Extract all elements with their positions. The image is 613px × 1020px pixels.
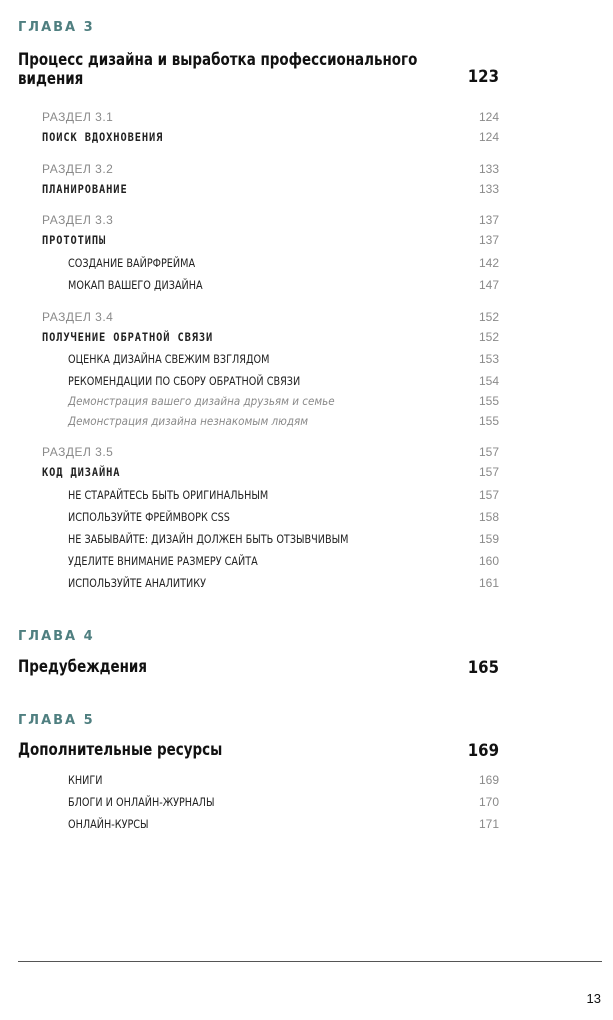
entry-page: 157 — [478, 445, 499, 459]
toc-entry-feedback[interactable] — [0, 330, 613, 348]
entry-page: 159 — [478, 532, 499, 546]
toc-entry-section-3-4[interactable] — [0, 310, 613, 328]
toc-entry-section-3-1[interactable] — [0, 110, 613, 128]
toc-entry-demo-strangers[interactable] — [0, 414, 613, 432]
entry-text: РАЗДЕЛ 3.2 — [42, 162, 114, 176]
entry-text: ПОЛУЧЕНИЕ ОБРАТНОЙ СВЯЗИ — [42, 330, 214, 344]
entry-text: ПРОТОТИПЫ — [42, 233, 107, 247]
chapter-4-title[interactable]: Предубеждения — [18, 657, 147, 677]
chapter-4-label: ГЛАВА 4 — [18, 629, 95, 644]
entry-text: ОЦЕНКА ДИЗАЙНА СВЕЖИМ ВЗГЛЯДОМ — [68, 352, 270, 366]
entry-page: 147 — [478, 278, 499, 292]
toc-entry-books[interactable] — [0, 773, 613, 791]
entry-page: 137 — [478, 213, 499, 227]
entry-page: 153 — [478, 352, 499, 366]
entry-text: КОД ДИЗАЙНА — [42, 465, 121, 479]
toc-entry-responsive[interactable] — [0, 532, 613, 550]
chapter-3-label: ГЛАВА 3 — [18, 20, 95, 35]
chapter-3-title[interactable]: Процесс дизайна и выработка профессионального видения — [18, 50, 418, 89]
chapter-5-page[interactable]: 169 — [467, 741, 499, 761]
entry-page: 152 — [478, 310, 499, 324]
toc-entry-site-size[interactable] — [0, 554, 613, 572]
entry-page: 161 — [478, 576, 499, 590]
toc-entry-not-original[interactable] — [0, 488, 613, 506]
entry-page: 154 — [478, 374, 499, 388]
toc-entry-prototypes[interactable] — [0, 233, 613, 251]
entry-text: ОНЛАЙН-КУРСЫ — [68, 817, 149, 831]
entry-text: РАЗДЕЛ 3.1 — [42, 110, 114, 124]
entry-page: 169 — [478, 773, 499, 787]
toc-entry-search-inspiration[interactable] — [0, 130, 613, 148]
toc-entry-section-3-5[interactable] — [0, 445, 613, 463]
entry-text: РАЗДЕЛ 3.5 — [42, 445, 114, 459]
toc-entry-blogs[interactable] — [0, 795, 613, 813]
entry-text: УДЕЛИТЕ ВНИМАНИЕ РАЗМЕРУ САЙТА — [68, 554, 258, 568]
footer-divider — [18, 961, 602, 962]
entry-text: РАЗДЕЛ 3.3 — [42, 213, 114, 227]
entry-page: 142 — [478, 256, 499, 270]
chapter-4-page[interactable]: 165 — [467, 658, 499, 678]
entry-text: МОКАП ВАШЕГО ДИЗАЙНА — [68, 278, 203, 292]
entry-page: 155 — [478, 414, 499, 428]
chapter-3-page[interactable]: 123 — [467, 67, 499, 87]
entry-page: 137 — [478, 233, 499, 247]
entry-page: 124 — [478, 110, 499, 124]
entry-text: Демонстрация дизайна незнакомым людям — [68, 414, 309, 428]
entry-text: ПОИСК ВДОХНОВЕНИЯ — [42, 130, 164, 144]
entry-text: РАЗДЕЛ 3.4 — [42, 310, 114, 324]
toc-entry-courses[interactable] — [0, 817, 613, 835]
toc-entry-analytics[interactable] — [0, 576, 613, 594]
entry-page: 157 — [478, 465, 499, 479]
entry-text: РЕКОМЕНДАЦИИ ПО СБОРУ ОБРАТНОЙ СВЯЗИ — [68, 374, 301, 388]
entry-text: НЕ СТАРАЙТЕСЬ БЫТЬ ОРИГИНАЛЬНЫМ — [68, 488, 269, 502]
toc-entry-mockup[interactable] — [0, 278, 613, 296]
chapter-5-label: ГЛАВА 5 — [18, 713, 95, 728]
toc-entry-feedback-tips[interactable] — [0, 374, 613, 392]
toc-entry-demo-friends[interactable] — [0, 394, 613, 412]
entry-page: 157 — [478, 488, 499, 502]
entry-page: 170 — [478, 795, 499, 809]
entry-page: 124 — [478, 130, 499, 144]
toc-entry-design-code[interactable] — [0, 465, 613, 483]
toc-entry-fresh-look[interactable] — [0, 352, 613, 370]
toc-entry-css-framework[interactable] — [0, 510, 613, 528]
entry-page: 171 — [478, 817, 499, 831]
toc-entry-planning[interactable] — [0, 182, 613, 200]
entry-page: 133 — [478, 182, 499, 196]
entry-text: ИСПОЛЬЗУЙТЕ АНАЛИТИКУ — [68, 576, 206, 590]
toc-entry-wireframe[interactable] — [0, 256, 613, 274]
chapter-5-title[interactable]: Дополнительные ресурсы — [18, 740, 223, 760]
toc-entry-section-3-2[interactable] — [0, 162, 613, 180]
page-number: 13 — [586, 991, 601, 1006]
entry-text: ИСПОЛЬЗУЙТЕ ФРЕЙМВОРК CSS — [68, 510, 230, 524]
entry-text: СОЗДАНИЕ ВАЙРФРЕЙМА — [68, 256, 196, 270]
entry-text: Демонстрация вашего дизайна друзьям и семье — [68, 394, 335, 408]
entry-page: 160 — [478, 554, 499, 568]
entry-text: КНИГИ — [68, 773, 103, 787]
entry-page: 152 — [478, 330, 499, 344]
entry-text: НЕ ЗАБЫВАЙТЕ: ДИЗАЙН ДОЛЖЕН БЫТЬ ОТЗЫВЧИВЫМ — [68, 532, 349, 546]
entry-page: 158 — [478, 510, 499, 524]
entry-page: 133 — [478, 162, 499, 176]
entry-text: ПЛАНИРОВАНИЕ — [42, 182, 128, 196]
entry-text: БЛОГИ И ОНЛАЙН-ЖУРНАЛЫ — [68, 795, 215, 809]
entry-page: 155 — [478, 394, 499, 408]
toc-entry-section-3-3[interactable] — [0, 213, 613, 231]
